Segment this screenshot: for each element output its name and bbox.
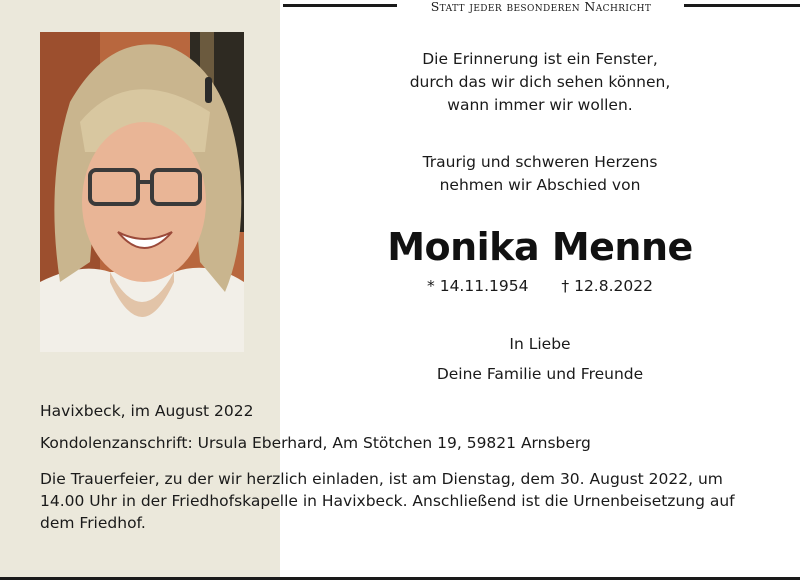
ceremony-notice: Die Trauerfeier, zu der wir herzlich einladen, ist am Dienstag, dem 30. August 2022, um 14.00 Uhr in der Friedhofskapelle in Havixbeck. Anschließend ist die Urnenbeisetzung auf dem Friedhof.: [40, 470, 735, 532]
death-date: † 12.8.2022: [561, 277, 653, 295]
intro-line: Traurig und schweren Herzens: [422, 153, 658, 171]
place-date: Havixbeck, im August 2022: [40, 402, 254, 420]
birth-date: * 14.11.1954: [427, 277, 529, 295]
header-label: Statt jeder besonderen Nachricht: [430, 0, 652, 14]
header-rule-right: [684, 4, 800, 7]
farewell-intro: [340, 151, 740, 197]
portrait-photo: [40, 32, 244, 352]
signature-line: In Liebe: [509, 335, 571, 353]
memorial-quote: [340, 48, 740, 117]
deceased-name: Monika Menne: [387, 225, 693, 269]
signature-line: Deine Familie und Freunde: [436, 365, 644, 383]
intro-line: nehmen wir Abschied von: [439, 176, 641, 194]
condolence-address: Kondolenzanschrift: Ursula Eberhard, Am Stötchen 19, 59821 Arnsberg: [40, 434, 591, 452]
quote-line: wann immer wir wollen.: [447, 96, 633, 114]
header-rule-left: [283, 4, 397, 7]
quote-line: Die Erinnerung ist ein Fenster,: [422, 50, 658, 68]
signature-block: [340, 329, 740, 389]
quote-line: durch das wir dich sehen können,: [409, 73, 671, 91]
life-dates: [340, 277, 740, 295]
